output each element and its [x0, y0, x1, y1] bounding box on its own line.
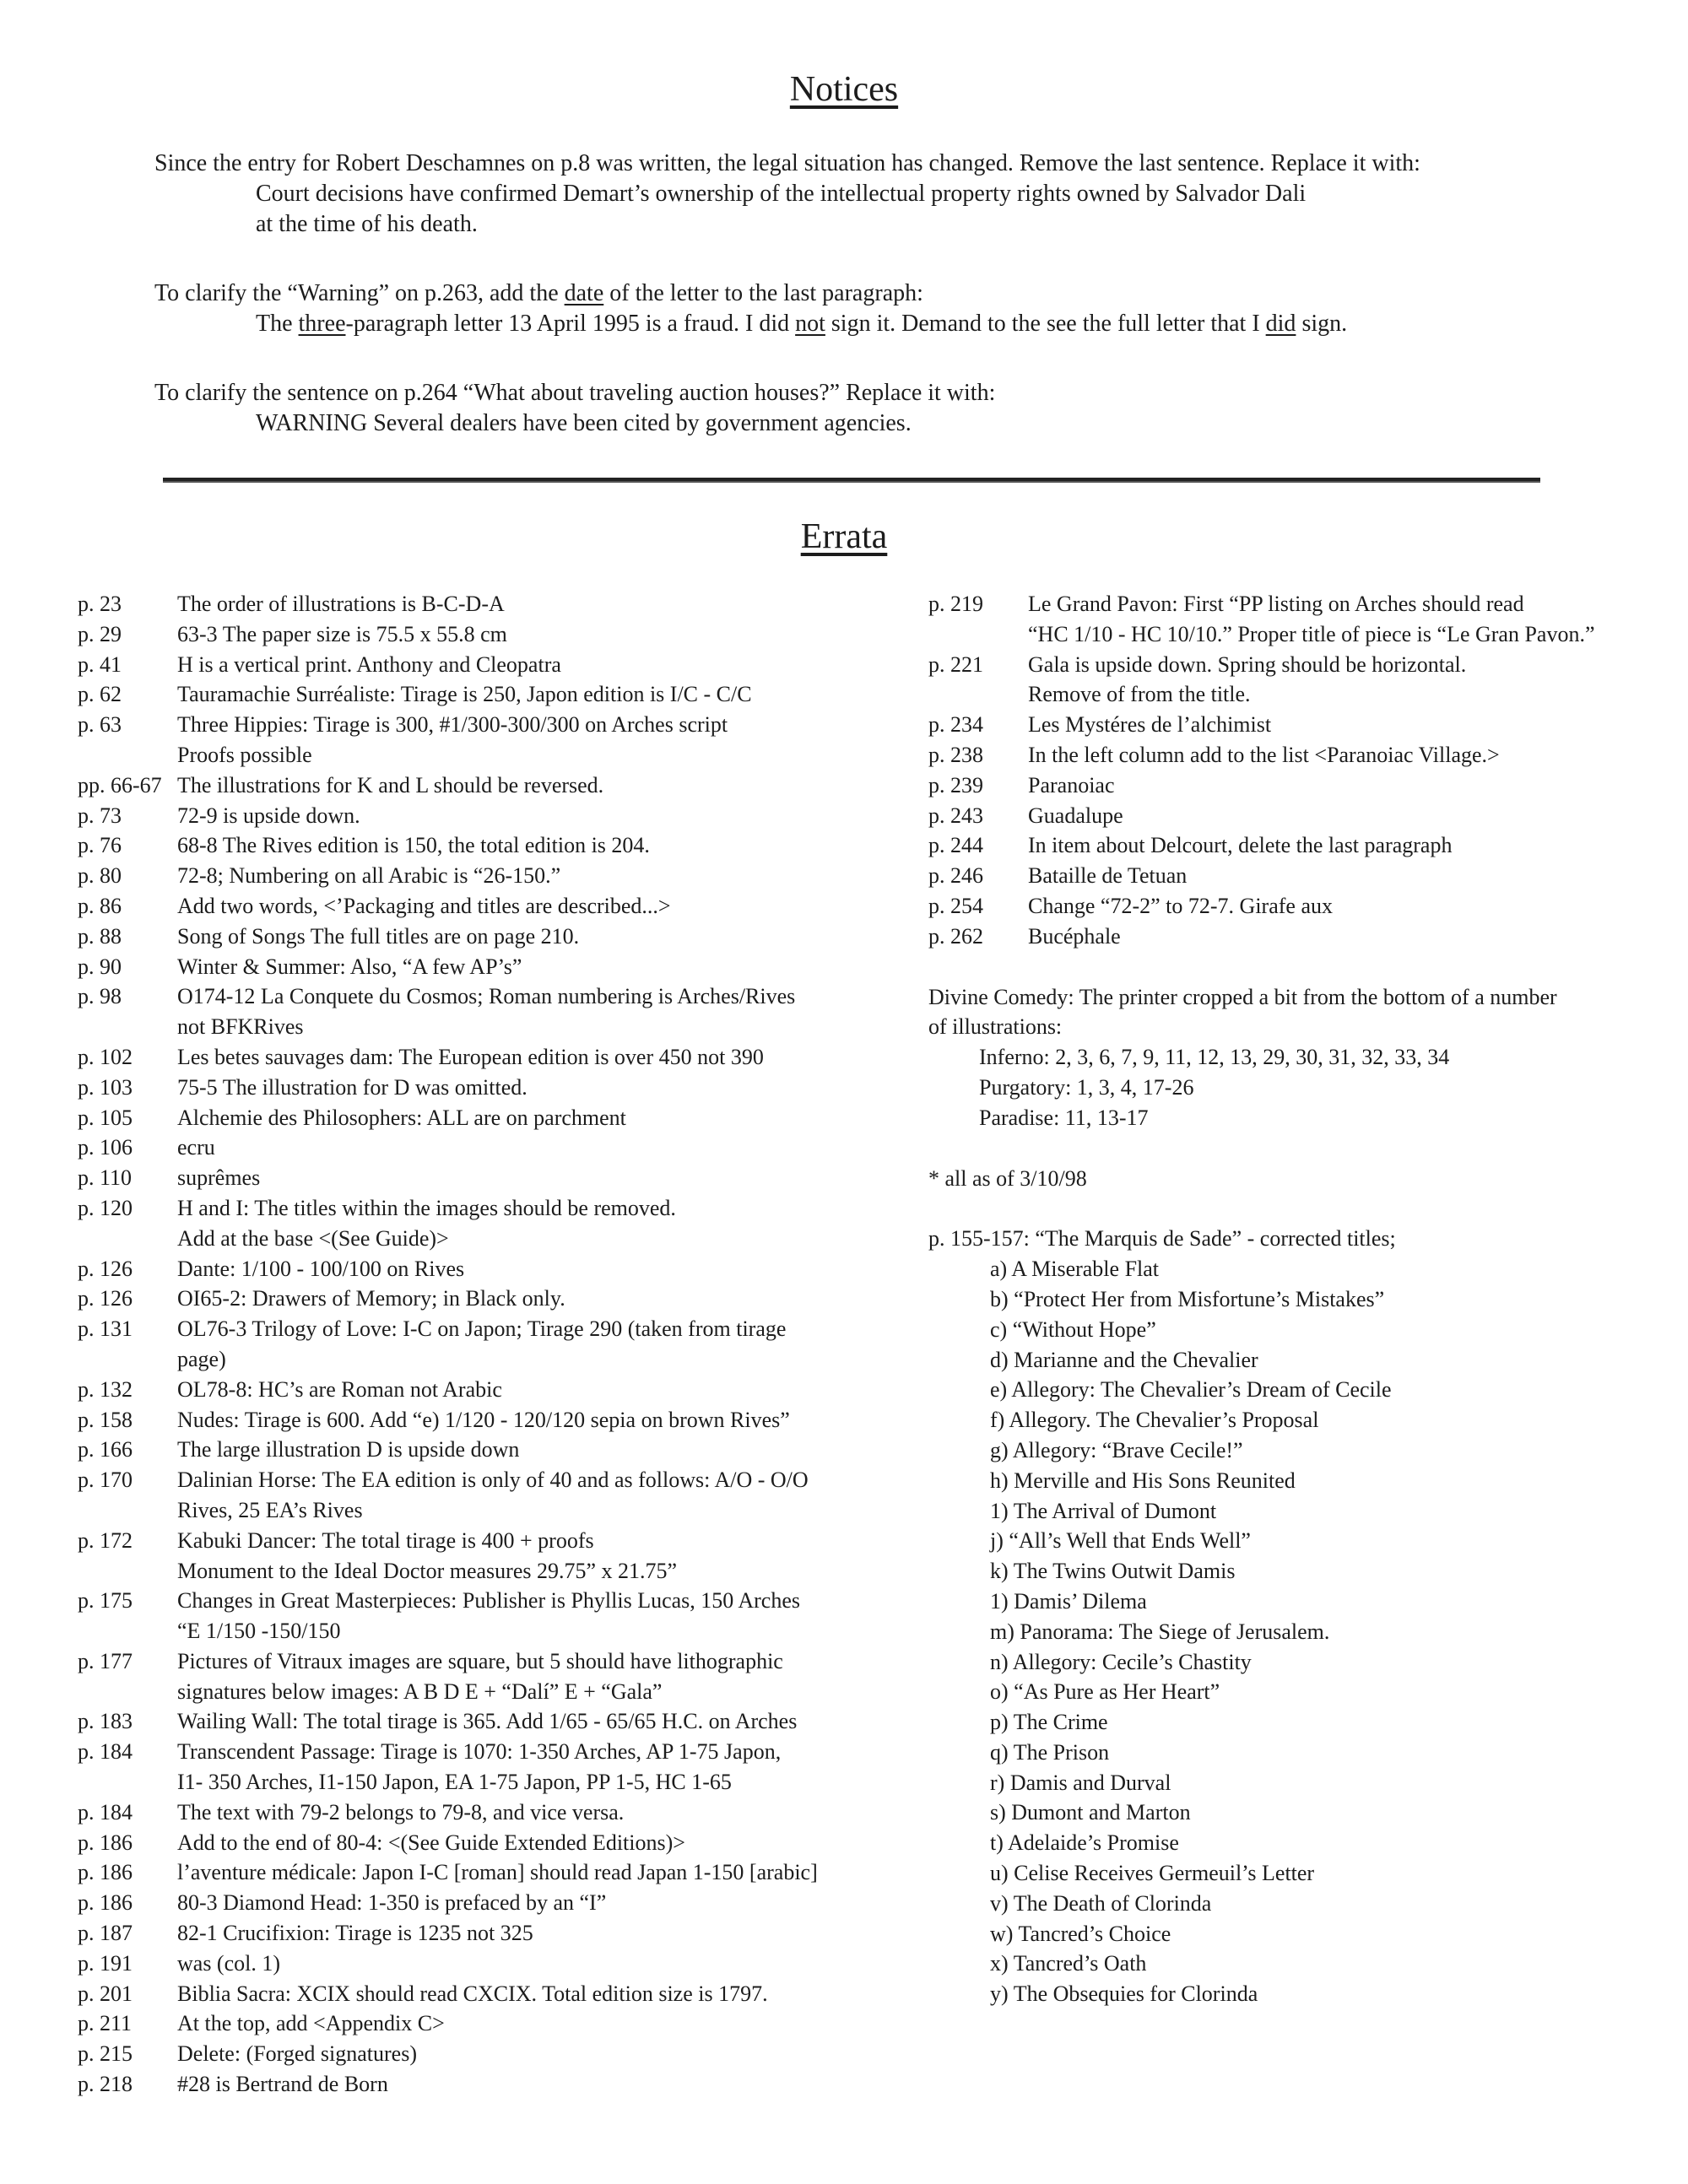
- erratum-line: Dalinian Horse: The EA edition is only of 40 and as follows: A/O - O/O: [177, 1468, 809, 1493]
- marquis-title-item: u) Celise Receives Germeuil’s Letter: [990, 1861, 1315, 1886]
- erratum-page: p. 103: [78, 1074, 133, 1100]
- erratum-line: Pictures of Vitraux images are square, but 5 should have lithographic: [177, 1648, 783, 1673]
- erratum-line: #28 is Bertrand de Born: [177, 2072, 388, 2097]
- erratum-page: p. 63: [78, 712, 122, 738]
- marquis-title-list: [928, 1254, 1654, 2009]
- erratum-text: [177, 1435, 879, 1465]
- erratum-text: [177, 1193, 879, 1254]
- erratum-text: [177, 1375, 879, 1405]
- erratum-line: Proofs possible: [177, 742, 312, 767]
- marquis-title-item: g) Allegory: “Brave Cecile!”: [990, 1437, 1243, 1462]
- erratum-text: [1028, 650, 1654, 711]
- erratum-page: p. 239: [928, 772, 983, 797]
- erratum-text: [1028, 830, 1654, 861]
- erratum-page: p. 244: [928, 833, 983, 858]
- erratum-line: 75-5 The illustration for D was omitted.: [177, 1074, 528, 1100]
- erratum-row: [78, 1828, 879, 1858]
- erratum-page: p. 183: [78, 1709, 133, 1734]
- erratum-text: [177, 2008, 879, 2039]
- erratum-text: [177, 830, 879, 861]
- erratum-page: p. 88: [78, 923, 122, 949]
- marquis-title-item: h) Merville and His Sons Reunited: [990, 1468, 1296, 1493]
- erratum-text: [177, 1888, 879, 1918]
- erratum-line: H and I: The titles within the images should be removed.: [177, 1195, 676, 1220]
- erratum-page: p. 254: [928, 893, 983, 918]
- notice-warning: [154, 278, 1539, 339]
- erratum-text: [177, 770, 879, 801]
- erratum-page: p. 158: [78, 1407, 133, 1432]
- erratum-line: Three Hippies: Tirage is 300, #1/300-300/300 on Arches script: [177, 712, 728, 738]
- erratum-line: not BFKRives: [177, 1014, 304, 1040]
- erratum-page: p. 86: [78, 893, 122, 918]
- marquis-title-item: 1) Damis’ Dilema: [990, 1588, 1147, 1614]
- erratum-page: p. 170: [78, 1468, 133, 1493]
- erratum-text: [177, 1163, 879, 1193]
- erratum-line: Wailing Wall: The total tirage is 365. Add 1/65 - 65/65 H.C. on Arches: [177, 1709, 798, 1734]
- erratum-page: p. 126: [78, 1286, 133, 1311]
- errata-right-list: [928, 589, 1654, 952]
- erratum-page: p. 186: [78, 1860, 133, 1885]
- erratum-row: [78, 770, 879, 801]
- erratum-page: p. 172: [78, 1527, 133, 1553]
- erratum-page: p. 243: [928, 803, 983, 828]
- notice-line: at the time of his death.: [256, 211, 478, 237]
- erratum-row: [78, 2069, 879, 2100]
- erratum-line: The text with 79-2 belongs to 79-8, and vice versa.: [177, 1799, 625, 1825]
- errata-right-column: [928, 589, 1654, 2009]
- erratum-text: [177, 1526, 879, 1587]
- marquis-title-item: n) Allegory: Cecile’s Chastity: [990, 1649, 1252, 1674]
- erratum-line: 72-9 is upside down.: [177, 803, 360, 828]
- erratum-line: Change “72-2” to 72-7. Girafe aux: [1028, 893, 1333, 918]
- erratum-text: [177, 1042, 879, 1073]
- erratum-row: [78, 1314, 879, 1375]
- erratum-row: [78, 1737, 879, 1797]
- erratum-text: [177, 1586, 879, 1646]
- erratum-row: [928, 710, 1654, 740]
- erratum-line: Winter & Summer: Also, “A few AP’s”: [177, 954, 522, 979]
- erratum-text: [177, 981, 879, 1042]
- erratum-line: Bucéphale: [1028, 923, 1121, 949]
- erratum-row: [78, 1254, 879, 1284]
- errata-left-column: [78, 589, 879, 2100]
- erratum-row: [78, 619, 879, 650]
- notice-line: WARNING Several dealers have been cited by government agencies.: [256, 410, 912, 436]
- erratum-text: [1028, 861, 1654, 891]
- marquis-title-item: m) Panorama: The Siege of Jerusalem.: [990, 1619, 1330, 1644]
- notice-intro: Since the entry for Robert Deschamnes on p.8 was written, the legal situation has changed. Remove the last sentence. Replace it with:: [154, 150, 1420, 176]
- erratum-page: p. 221: [928, 651, 983, 677]
- erratum-line: Biblia Sacra: XCIX should read CXCIX. Total edition size is 1797.: [177, 1981, 768, 2006]
- marquis-title-item: y) The Obsequies for Clorinda: [990, 1981, 1258, 2007]
- erratum-line: Gala is upside down. Spring should be horizontal.: [1028, 651, 1467, 677]
- erratum-row: [928, 830, 1654, 861]
- erratum-row: [78, 1073, 879, 1103]
- erratum-line: 80-3 Diamond Head: 1-350 is prefaced by an “I”: [177, 1890, 607, 1916]
- erratum-line: “HC 1/10 - HC 10/10.” Proper title of piece is “Le Gran Pavon.”: [1028, 621, 1595, 646]
- erratum-page: p. 76: [78, 833, 122, 858]
- erratum-line: Add to the end of 80-4: <(See Guide Extended Editions)>: [177, 1830, 685, 1855]
- divine-comedy-item: Paradise: 11, 13-17: [979, 1105, 1149, 1130]
- erratum-line: OL78-8: HC’s are Roman not Arabic: [177, 1376, 502, 1402]
- marquis-title-item: s) Dumont and Marton: [990, 1800, 1191, 1825]
- erratum-line: Le Grand Pavon: First “PP listing on Arches should read: [1028, 592, 1524, 616]
- erratum-row: [78, 710, 879, 770]
- erratum-line: In the left column add to the list <Paranoiac Village.>: [1028, 742, 1500, 767]
- erratum-line: Tauramachie Surréaliste: Tirage is 250, Japon edition is I/C - C/C: [177, 682, 752, 707]
- erratum-row: [78, 1888, 879, 1918]
- erratum-page: p. 191: [78, 1950, 133, 1976]
- erratum-text: [177, 650, 879, 680]
- erratum-page: p. 120: [78, 1195, 133, 1220]
- notices-title: Notices: [789, 70, 899, 109]
- notice-intro: To clarify the sentence on p.264 “What about traveling auction houses?” Replace it with:: [154, 380, 996, 406]
- marquis-title-item: w) Tancred’s Choice: [990, 1921, 1171, 1946]
- erratum-text: [177, 922, 879, 952]
- erratum-line: was (col. 1): [177, 1950, 281, 1976]
- as-of-note: * all as of 3/10/98: [928, 1165, 1087, 1191]
- marquis-de-sade-note: [928, 1224, 1654, 2009]
- notice-intro: To clarify the “Warning” on p.263, add the date of the letter to the last paragraph:: [154, 280, 923, 306]
- erratum-line: suprêmes: [177, 1165, 261, 1191]
- erratum-line: The order of illustrations is B-C-D-A: [177, 592, 505, 616]
- marquis-title-item: r) Damis and Durval: [990, 1770, 1171, 1795]
- divine-comedy-intro: Divine Comedy: The printer cropped a bit from the bottom of a number: [928, 984, 1557, 1009]
- erratum-row: [928, 770, 1654, 801]
- erratum-text: [177, 1918, 879, 1949]
- erratum-line: Add two words, <’Packaging and titles are described...>: [177, 893, 671, 918]
- erratum-text: [177, 801, 879, 831]
- erratum-line: “E 1/150 -150/150: [177, 1619, 341, 1644]
- erratum-page: p. 186: [78, 1830, 133, 1855]
- erratum-page: p. 41: [78, 651, 122, 677]
- erratum-text: [177, 1797, 879, 1828]
- erratum-line: signatures below images: A B D E + “Dalí” E + “Gala”: [177, 1679, 663, 1704]
- erratum-page: p. 184: [78, 1739, 133, 1765]
- erratum-line: OI65-2: Drawers of Memory; in Black only.: [177, 1286, 565, 1311]
- erratum-row: [928, 861, 1654, 891]
- erratum-line: Les betes sauvages dam: The European edition is over 450 not 390: [177, 1044, 764, 1069]
- erratum-text: [177, 1737, 879, 1797]
- erratum-line: Kabuki Dancer: The total tirage is 400 + proofs: [177, 1527, 594, 1553]
- erratum-row: [928, 589, 1654, 650]
- erratum-text: [177, 861, 879, 891]
- erratum-text: [177, 710, 879, 770]
- erratum-line: Nudes: Tirage is 600. Add “e) 1/120 - 120/120 sepia on brown Rives”: [177, 1407, 790, 1432]
- erratum-row: [78, 1857, 879, 1888]
- erratum-page: p. 175: [78, 1588, 133, 1614]
- erratum-row: [78, 891, 879, 922]
- erratum-line: I1- 350 Arches, I1-150 Japon, EA 1-75 Japon, PP 1-5, HC 1-65: [177, 1770, 732, 1795]
- erratum-row: [78, 1797, 879, 1828]
- erratum-row: [928, 740, 1654, 770]
- erratum-page: p. 90: [78, 954, 122, 979]
- erratum-row: [78, 1133, 879, 1163]
- erratum-text: [1028, 740, 1654, 770]
- erratum-page: p. 110: [78, 1165, 133, 1191]
- erratum-line: Changes in Great Masterpieces: Publisher is Phyllis Lucas, 150 Arches: [177, 1588, 800, 1614]
- erratum-line: Guadalupe: [1028, 803, 1123, 828]
- erratum-text: [177, 1979, 879, 2009]
- marquis-intro: p. 155-157: “The Marquis de Sade” - corrected titles;: [928, 1226, 1396, 1251]
- erratum-text: [177, 1646, 879, 1707]
- erratum-line: Song of Songs The full titles are on page 210.: [177, 923, 580, 949]
- erratum-text: [177, 1254, 879, 1284]
- erratum-text: [1028, 891, 1654, 922]
- erratum-page: p. 238: [928, 742, 983, 767]
- erratum-row: [928, 650, 1654, 711]
- erratum-row: [78, 1949, 879, 1979]
- erratum-text: [177, 1706, 879, 1737]
- erratum-text: [177, 1405, 879, 1435]
- erratum-row: [78, 1284, 879, 1314]
- erratum-line: Bataille de Tetuan: [1028, 863, 1188, 889]
- erratum-page: p. 186: [78, 1890, 133, 1916]
- erratum-page: p. 98: [78, 984, 122, 1009]
- erratum-row: [78, 1435, 879, 1465]
- marquis-title-item: 1) The Arrival of Dumont: [990, 1498, 1217, 1523]
- erratum-line: l’aventure médicale: Japon I-C [roman] should read Japan 1-150 [arabic]: [177, 1860, 818, 1885]
- erratum-text: [1028, 922, 1654, 952]
- erratum-text: [1028, 589, 1654, 650]
- erratum-page: p. 234: [928, 712, 983, 738]
- erratum-text: [177, 1949, 879, 1979]
- erratum-page: p. 166: [78, 1437, 133, 1462]
- erratum-page: p. 187: [78, 1921, 133, 1946]
- erratum-text: [177, 589, 879, 619]
- erratum-line: OL76-3 Trilogy of Love: I-C on Japon; Tirage 290 (taken from tirage: [177, 1316, 787, 1342]
- erratum-page: p. 62: [78, 682, 122, 707]
- erratum-page: p. 29: [78, 621, 122, 646]
- erratum-row: [78, 2008, 879, 2039]
- erratum-row: [78, 1646, 879, 1707]
- erratum-row: [928, 801, 1654, 831]
- erratum-line: In item about Delcourt, delete the last paragraph: [1028, 833, 1453, 858]
- erratum-line: Delete: (Forged signatures): [177, 2041, 417, 2067]
- erratum-line: ecru: [177, 1135, 215, 1160]
- erratum-row: [78, 1405, 879, 1435]
- erratum-page: p. 201: [78, 1981, 133, 2006]
- erratum-page: p. 80: [78, 863, 122, 889]
- marquis-title-item: e) Allegory: The Chevalier’s Dream of Cecile: [990, 1377, 1392, 1403]
- marquis-title-item: p) The Crime: [990, 1710, 1108, 1735]
- notice-line: The three-paragraph letter 13 April 1995 is a fraud. I did not sign it. Demand to the see the full letter that I did sign.: [256, 311, 1348, 337]
- divine-comedy-item: Inferno: 2, 3, 6, 7, 9, 11, 12, 13, 29, 30, 31, 32, 33, 34: [979, 1045, 1450, 1070]
- erratum-row: [78, 1706, 879, 1737]
- erratum-page: p. 102: [78, 1044, 133, 1069]
- erratum-text: [1028, 801, 1654, 831]
- erratum-row: [928, 922, 1654, 952]
- erratum-page: pp. 66-67: [78, 772, 162, 797]
- erratum-text: [177, 1103, 879, 1133]
- erratum-page: p. 23: [78, 592, 122, 616]
- erratum-page: p. 132: [78, 1376, 133, 1402]
- erratum-line: 82-1 Crucifixion: Tirage is 1235 not 325: [177, 1921, 533, 1946]
- erratum-line: Paranoiac: [1028, 772, 1115, 797]
- erratum-text: [177, 1314, 879, 1375]
- erratum-row: [78, 1375, 879, 1405]
- erratum-text: [1028, 710, 1654, 740]
- erratum-row: [78, 952, 879, 982]
- erratum-page: p. 219: [928, 592, 983, 616]
- erratum-line: 63-3 The paper size is 75.5 x 55.8 cm: [177, 621, 507, 646]
- erratum-line: page): [177, 1346, 226, 1371]
- marquis-title-item: o) “As Pure as Her Heart”: [990, 1679, 1220, 1705]
- erratum-line: Dante: 1/100 - 100/100 on Rives: [177, 1256, 465, 1281]
- erratum-line: Remove of from the title.: [1028, 682, 1251, 707]
- erratum-text: [177, 679, 879, 710]
- marquis-title-item: k) The Twins Outwit Damis: [990, 1559, 1236, 1584]
- erratum-page: p. 131: [78, 1316, 133, 1342]
- erratum-page: p. 215: [78, 2041, 133, 2067]
- erratum-row: [78, 1042, 879, 1073]
- erratum-row: [78, 861, 879, 891]
- erratum-line: O174-12 La Conquete du Cosmos; Roman numbering is Arches/Rives: [177, 984, 796, 1009]
- erratum-line: Add at the base <(See Guide)>: [177, 1225, 449, 1251]
- marquis-title-item: b) “Protect Her from Misfortune’s Mistakes”: [990, 1286, 1385, 1311]
- erratum-line: Alchemie des Philosophers: ALL are on parchment: [177, 1105, 626, 1130]
- erratum-text: [177, 952, 879, 982]
- erratum-row: [78, 1465, 879, 1526]
- section-divider: [163, 478, 1540, 483]
- erratum-page: p. 184: [78, 1799, 133, 1825]
- notice-robert-descharnes: [154, 149, 1539, 240]
- erratum-text: [177, 1284, 879, 1314]
- erratum-row: [78, 679, 879, 710]
- erratum-text: [177, 2039, 879, 2069]
- divine-comedy-note: [928, 982, 1654, 1133]
- erratum-page: p. 126: [78, 1256, 133, 1281]
- erratum-page: p. 211: [78, 2011, 133, 2036]
- notice-auction-houses: [154, 378, 1539, 439]
- erratum-text: [177, 1465, 879, 1526]
- erratum-page: p. 218: [78, 2072, 133, 2097]
- erratum-row: [78, 922, 879, 952]
- erratum-row: [78, 589, 879, 619]
- erratum-line: The large illustration D is upside down: [177, 1437, 520, 1462]
- erratum-row: [78, 1163, 879, 1193]
- erratum-row: [78, 1103, 879, 1133]
- erratum-line: 68-8 The Rives edition is 150, the total edition is 204.: [177, 833, 650, 858]
- divine-comedy-item: Purgatory: 1, 3, 4, 17-26: [979, 1074, 1194, 1100]
- erratum-page: p. 105: [78, 1105, 133, 1130]
- marquis-title-item: f) Allegory. The Chevalier’s Proposal: [990, 1408, 1319, 1433]
- erratum-text: [177, 891, 879, 922]
- erratum-row: [78, 1918, 879, 1949]
- erratum-line: H is a vertical print. Anthony and Cleopatra: [177, 651, 561, 677]
- erratum-row: [78, 1526, 879, 1587]
- erratum-line: At the top, add <Appendix C>: [177, 2011, 445, 2036]
- erratum-row: [78, 801, 879, 831]
- erratum-row: [78, 981, 879, 1042]
- erratum-line: 72-8; Numbering on all Arabic is “26-150.”: [177, 863, 561, 889]
- erratum-page: p. 246: [928, 863, 983, 889]
- erratum-text: [177, 1073, 879, 1103]
- erratum-row: [928, 891, 1654, 922]
- erratum-row: [78, 830, 879, 861]
- erratum-page: p. 106: [78, 1135, 133, 1160]
- erratum-text: [177, 2069, 879, 2100]
- erratum-line: The illustrations for K and L should be reversed.: [177, 772, 604, 797]
- erratum-row: [78, 2039, 879, 2069]
- erratum-row: [78, 1979, 879, 2009]
- erratum-row: [78, 650, 879, 680]
- errata-title: Errata: [800, 517, 888, 556]
- marquis-title-item: x) Tancred’s Oath: [990, 1951, 1147, 1976]
- erratum-text: [1028, 770, 1654, 801]
- marquis-title-item: j) “All’s Well that Ends Well”: [990, 1528, 1251, 1554]
- erratum-page: p. 73: [78, 803, 122, 828]
- erratum-line: Les Mystéres de l’alchimist: [1028, 712, 1272, 738]
- erratum-line: Monument to the Ideal Doctor measures 29.75” x 21.75”: [177, 1558, 678, 1583]
- erratum-text: [177, 619, 879, 650]
- marquis-title-item: a) A Miserable Flat: [990, 1257, 1160, 1282]
- erratum-line: Rives, 25 EA’s Rives: [177, 1497, 363, 1522]
- erratum-row: [78, 1586, 879, 1646]
- marquis-title-item: v) The Death of Clorinda: [990, 1890, 1212, 1916]
- erratum-page: p. 262: [928, 923, 983, 949]
- marquis-title-item: d) Marianne and the Chevalier: [990, 1347, 1258, 1372]
- marquis-title-item: q) The Prison: [990, 1739, 1110, 1765]
- marquis-title-item: t) Adelaide’s Promise: [990, 1830, 1179, 1856]
- divine-comedy-intro: of illustrations:: [928, 1014, 1063, 1040]
- erratum-page: p. 177: [78, 1648, 133, 1673]
- erratum-text: [177, 1133, 879, 1163]
- marquis-title-item: c) “Without Hope”: [990, 1316, 1156, 1342]
- erratum-line: Transcendent Passage: Tirage is 1070: 1-350 Arches, AP 1-75 Japon,: [177, 1739, 782, 1765]
- erratum-text: [177, 1828, 879, 1858]
- notice-line: Court decisions have confirmed Demart’s ownership of the intellectual property rights owned by Salvador Dali: [256, 181, 1307, 207]
- erratum-text: [177, 1857, 879, 1888]
- erratum-row: [78, 1193, 879, 1254]
